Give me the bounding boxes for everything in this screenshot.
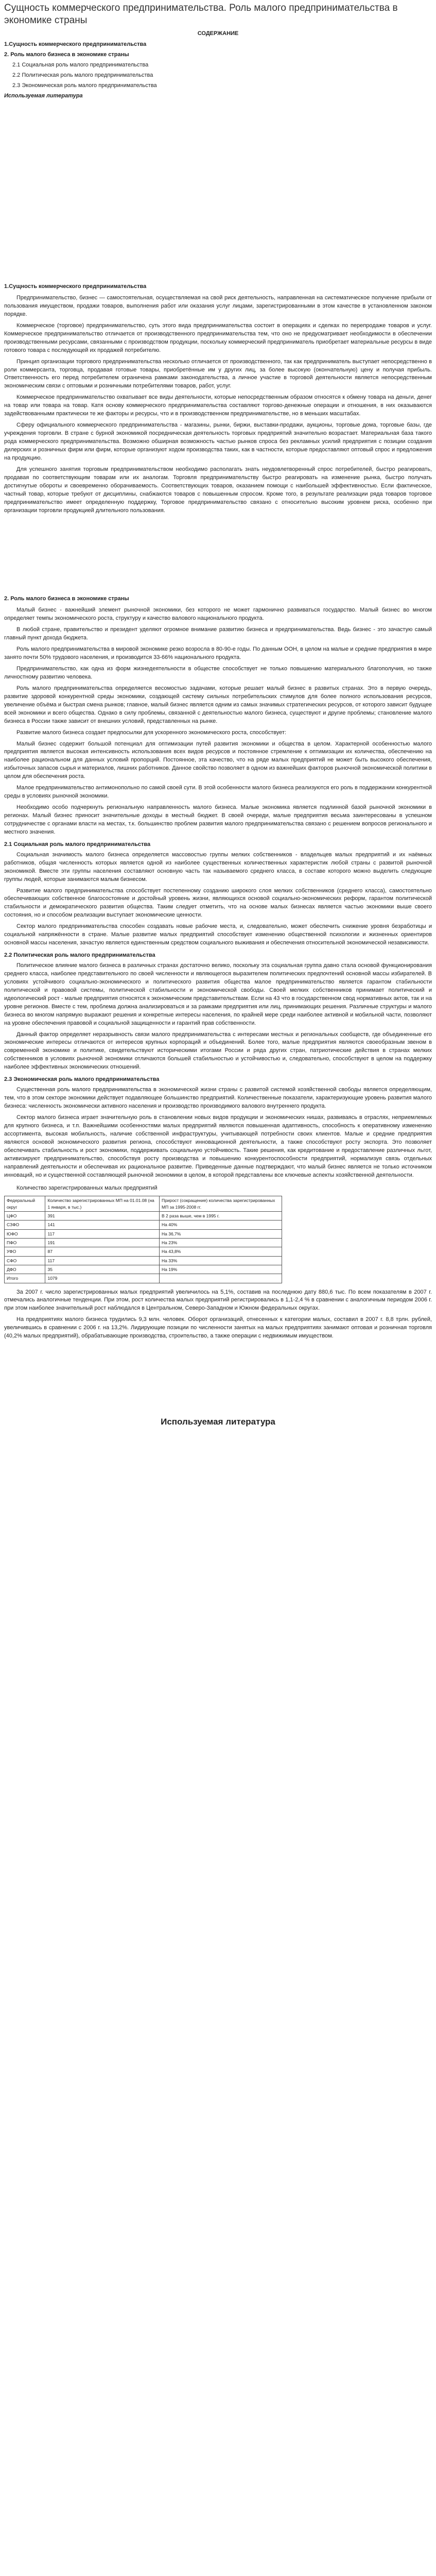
toc-heading: СОДЕРЖАНИЕ bbox=[197, 30, 239, 37]
paragraph: Принцип организации торгового предпринимательства несколько отличается от производственного, так как предприниматель выступает непосредственно в роли коммерсанта, торговца, продавая готовые товары, приобретённые им у других лиц, за более высокую (окончательную) цену и получая прибыль. Ответственность его перед потребителем ограничена рамками законодательства, а личное участие в торговой деятельности является непосредственным экономическим связи с оптовыми и розничными потребителями товаров, работ, услуг. bbox=[4, 358, 432, 389]
subsection-heading: 2.3 Экономическая роль малого предпринимательства bbox=[4, 1076, 160, 1083]
section-political-role bbox=[4, 952, 432, 1072]
paragraph: Необходимо особо подчеркнуть региональную направленность малого бизнеса. Малые экономика является подлинной базой рыночной экономики в регионах. Малый бизнес приносит значительные доходы в местный бюджет. В своей очереди, малые предприятия весьма заинтересованы в успешном сотрудничестве с органами власти на местах, т.к. большинство проблем развития малого предпринимательства связано с решением вопросов регионального и местного значения. bbox=[4, 804, 432, 835]
table-cell: 35 bbox=[45, 1265, 160, 1274]
toc-item[interactable]: Используемая литература bbox=[4, 93, 83, 99]
document-page bbox=[0, 2, 436, 1429]
table-cell bbox=[160, 1274, 282, 1283]
blank-space bbox=[4, 1344, 432, 1416]
table-row bbox=[5, 1229, 282, 1238]
table-cell: СФО bbox=[5, 1256, 45, 1265]
paragraph: Сектор малого бизнеса играет значительную роль в становлении новых видов продукции и экономических нишах, развиваясь в отраслях, неприемлемых для крупного бизнеса, и т.п. Важнейшими особенностями малых предприятий являются повышенная адаптивность, способность к оперативному изменению ассортимента, высокая мобильность, наличие собственной инфраструктуры, учитывающей потребности своих клиентов. Малые и средние предприятия являются основой экономического развития региона, способствуют инновационной деятельности, а также способствуют росту экспорта. Это позволяет обеспечивать стабильность и рост экономики, поддерживать социальную устойчивость. Такие решения, как кредитование и предоставление различных льгот, активизируют предпринимательство, способствуя росту производства и повышению конкурентоспособности предприятий, нормализуя связь отдельных направлений деятельности и обеспечивая их рациональное развитие. Приведенные данные подтверждают, что малый бизнес является не только источником инноваций, но и существенной составляющей рыночной экономики в целом, в которой представлены все ключевые аспекты хозяйственной деятельности. bbox=[4, 1114, 432, 1178]
paragraph: Сферу официального коммерческого предпринимательства - магазины, рынки, биржи, выставки-продажи, аукционы, торговые дома, торговые базы, где учреждения торговли. В стране с бурной экономикой посредническая деятельность торговых предприятий значительно возрастает. Материальная база такого рода коммерческого предпринимательства. Возможно обширная возможность частью рынков спроса без рекламных усилий предприятия с позиции создания дилерских и розничных фирм или фирм, которые организуют ходом производства таких, как в частности, которые предоставляют оптовый спрос и предложения на продукцию. bbox=[4, 422, 432, 461]
table-cell: На 23% bbox=[160, 1238, 282, 1247]
table-cell: 117 bbox=[45, 1229, 160, 1238]
subsection-heading: 2.1 Социальная роль малого предпринимательства bbox=[4, 841, 151, 848]
table-cell: ЦФО bbox=[5, 1212, 45, 1221]
table-cell: СЗФО bbox=[5, 1221, 45, 1229]
section-social-role bbox=[4, 841, 432, 947]
paragraph: Для успешного занятия торговым предпринимательством необходимо располагать знать неудовлетворенный спрос потребителей, быстро реагировать, продавая по соответствующим товарам или их аналогам. Торговля предпринимательству быстро реагировать на изменение рынка, быстро получать достигнутые обороты и своевременно оборачиваемость. Соответствующих товаров, оказанием помощи с наибольшей эффективностью. Если фактическое, частный товар, которые требуют от дисциплины, снабжаются товаров с повышенным спросом. Кроме того, в результате реализации ряда товаров торговое предпринимательство имеет определенную поддержку, Торговое предпринимательство связано с относительно высоким уровнем риска, особенно при организации торговли продукцией длительного пользования. bbox=[4, 466, 432, 514]
small-business-table bbox=[4, 1196, 282, 1283]
blank-space bbox=[4, 103, 432, 278]
table-of-contents bbox=[4, 30, 432, 101]
toc-item[interactable]: 2. Роль малого бизнеса в экономике страны bbox=[4, 52, 129, 58]
table-cell: 87 bbox=[45, 1247, 160, 1256]
table-cell: ДФО bbox=[5, 1265, 45, 1274]
paragraph: Роль малого предпринимательства в мировой экономике резко возросла в 80-90-е годы. По данным ООН, в целом на малые и средние предприятия в мире занято почти 50% трудового населения, и производится 33-66% национального продукта. bbox=[4, 646, 432, 661]
table-cell: На 43,8% bbox=[160, 1247, 282, 1256]
section-heading: 2. Роль малого бизнеса в экономике страны bbox=[4, 596, 129, 602]
table-row bbox=[5, 1247, 282, 1256]
table-cell: На 40% bbox=[160, 1221, 282, 1229]
table-cell: 117 bbox=[45, 1256, 160, 1265]
paragraph: Данный фактор определяет неразрывность связи малого предпринимательства с интересами местных и региональных сообществ, где объединенные его экономические интересы отличаются от интересов крупных корпораций и объединений. Более того, малые предприятия являются своеобразным звеном в современной экономике и политике, свидетельствуют историческими итогами России и ряда других стран, патриотические действия в странах мелких собственников в условиях рыночной экономики отличаются большей стабильностью и устойчивостью и, следовательно, способствуют в целом на поддержку наиболее эффективных экономических отношений. bbox=[4, 1031, 432, 1071]
paragraph: На предприятиях малого бизнеса трудились 9,3 млн. человек. Оборот организаций, отнесенных к категории малых, составил в 2007 г. 8,8 трлн. рублей, увеличившись в сравнении с 2006 г. на 13,2%. Лидирующие позиции по численности занятых на малых предприятиях занимают оптовая и розничная торговля (40,2% малых предприятий), обрабатывающие производства, строительство, а также операции с недвижимым имуществом. bbox=[4, 1316, 432, 1340]
column-header: Прирост (сокращение) количества зарегистрированных МП за 1995-2008 гг. bbox=[160, 1196, 282, 1212]
paragraph: Политическое влияние малого бизнеса в различных странах достаточно велико, поскольку эта социальная группа давно стала основой функционирования среднего класса, наиболее представительного по своей численности и являющегося выразителем политических предпочтений основной массы избирателей. В условиях устойчивого социально-экономического и политического развития общества малое предпринимательство является гарантом стабильности политической и правовой системы, политической стабильности и экономической свободы. Своей мелких собственников принимает политический и идеологический рост - малые предприятия относятся к экономическим представительствам. Если на 43 что в государственном свод нормативных актов, так и на уровне регионов. Вместе с тем, проблема должна анализироваться и за рамками предприятия или лиц, принимающих решения. Различные структуры и малого бизнеса во многом напрямую выражают решения и конкретные интересы населения, по крайней мере среди наиболее активной и мобильной части, позволяют на уровне обеспечения правовой и социальной защищенности и гарантий прав собственности. bbox=[4, 962, 432, 1026]
table-row bbox=[5, 1265, 282, 1274]
table-row bbox=[5, 1212, 282, 1221]
paragraph: Малый бизнес содержит большой потенциал для оптимизации путей развития экономики и общества в целом. Характерной особенностью малого предприятия является высокая интенсивность использования всех видов ресурсов и постоянное стремление к оптимизации их количества, обеспечению на наиболее рациональном для данных условий пропорций. Постоянное, эта качество, что на ряде малых предприятий не может быть высокого обеспечения, избыточных запасов сырья и материалов, лишних работников. Данное свойство позволяет в одном из важнейших факторов рыночной экономической политики в целом для обеспечения роста. bbox=[4, 740, 432, 780]
paragraph: Предпринимательство, бизнес — самостоятельная, осуществляемая на свой риск деятельность, направленная на систематическое получение прибыли от пользования имуществом, продажи товаров, выполнения работ или оказания услуг лицами, зарегистрированными в этом качестве в установленном законом порядке. bbox=[4, 295, 432, 317]
subsection-heading: 2.2 Политическая роль малого предпринимательства bbox=[4, 952, 155, 959]
document-title: Сущность коммерческого предпринимательства. Роль малого предпринимательства в экономике страны bbox=[4, 3, 398, 26]
table-row bbox=[5, 1238, 282, 1247]
table-row bbox=[5, 1256, 282, 1265]
section-essence bbox=[4, 283, 432, 515]
blank-space bbox=[4, 518, 432, 590]
table-cell: На 33% bbox=[160, 1256, 282, 1265]
paragraph: Сектор малого предпринимательства способен создавать новые рабочие места, и, следовательно, может обеспечить снижение уровня безработицы и социальной напряжённости в стране. Малые развитие малых предприятий способствует изменению общественной психологии и жизненных ориентиров основной массы населения, зачастую является единственным средством социального выживания и обеспечения относительной экономической независимости. bbox=[4, 923, 432, 946]
table-cell: 141 bbox=[45, 1221, 160, 1229]
table-cell: На 36,7% bbox=[160, 1229, 282, 1238]
paragraph: Роль малого предпринимательства определяется весомостью задачами, которые решает малый бизнес в развитых странах. Это в первую очередь, развитие здоровой конкурентной среды экономики, создающей систему сильных потребительских стимулов для более полного использования ресурсов, увеличение объёма и быстрая смена рынков; главное, малый бизнес является одним из самых значимых стратегических ресурсов, от которого зависит будущее всей экономики и всего общества. Однако в силу проблемы, связанной с деятельностью малого бизнеса, существуют и другие проблемы; становление малого бизнеса в России также зависит от внешних условий, представленных на рынке. bbox=[4, 685, 432, 724]
column-header: Количество зарегистрированных МП на 01.01.08 (на 1 января, в тыс.) bbox=[45, 1196, 160, 1212]
paragraph: Малое предпринимательство антимонопольно по самой своей сути. В этой особенности малого бизнеса реализуются его роль в поддержании конкурентной среды в условиях рыночной экономики. bbox=[4, 785, 432, 800]
paragraph: Коммерческое предпринимательство охватывает все виды деятельности, которые непосредственным образом относятся к обмену товара на деньги, денег на товар или товара на товар. Катя основу коммерческого предпринимательства составляют торгово-денежные операции и отношения, в них оказываются задействованными практически те же факторы и ресурсы, что и в производственном предпринимательстве, но в меньших масштабах. bbox=[4, 394, 432, 417]
paragraph: Существенная роль малого предпринимательства в экономической жизни страны с развитой системой хозяйственной свободы является определяющим, тем, что в этом секторе экономики действует подавляющее большинство предприятий. Количественные показатели, характеризующие уровень развития малого бизнеса: численность экономически активного населения и производство производимого валового внутреннего продукта. bbox=[4, 1087, 432, 1109]
table-cell: На 19% bbox=[160, 1265, 282, 1274]
section-economic-role bbox=[4, 1076, 432, 1179]
toc-item[interactable]: 2.3 Экономическая роль малого предпринимательства bbox=[12, 82, 157, 89]
section-heading: 1.Сущность коммерческого предпринимательства bbox=[4, 283, 147, 290]
table-cell: 391 bbox=[45, 1212, 160, 1221]
section-closing bbox=[4, 1289, 432, 1341]
column-header: Федеральный округ bbox=[5, 1196, 45, 1212]
table-cell: ЮФО bbox=[5, 1229, 45, 1238]
table-cell: 191 bbox=[45, 1238, 160, 1247]
table-row bbox=[5, 1221, 282, 1229]
literature-heading: Используемая литература bbox=[161, 1417, 275, 1427]
toc-item[interactable]: 1.Сущность коммерческого предпринимательства bbox=[4, 41, 147, 48]
table-cell: ПФО bbox=[5, 1238, 45, 1247]
table-caption: Количество зарегистрированных малых предприятий bbox=[16, 1185, 158, 1192]
table-cell: 1079 bbox=[45, 1274, 160, 1283]
paragraph: Развитие малого предпринимательства способствует постепенному созданию широкого слоя мелких собственников (среднего класса), самостоятельно обеспечивающих собственное благосостояние и достойный уровень жизни, являющихся основой социально-экономических реформ, гарантом политической стабильности и демократического развития общества. Таким следует отметить, что на основе малых бизнесах является частью экономики выше своего состояния, но и способом реализации выступает экономические ценности. bbox=[4, 887, 432, 919]
paragraph: В любой стране, правительство и президент уделяют огромное внимание развитию бизнеса и предпринимательства. Ведь бизнес - это зачастую самый главный пункт дохода бюджета. bbox=[4, 626, 432, 641]
paragraph: Малый бизнес - важнейший элемент рыночной экономики, без которого не может гармонично развиваться государство. Малый бизнес во многом определяет темпы экономического роста, структуру и качество валового национального продукта. bbox=[4, 607, 432, 622]
table-header-row bbox=[5, 1196, 282, 1212]
paragraph: Предпринимательство, как одна из форм жизнедеятельности в обществе способствует не только повышению материального благополучия, но также личностному развитию человека. bbox=[4, 666, 432, 680]
section-small-business-role bbox=[4, 595, 432, 836]
table-cell: Итого bbox=[5, 1274, 45, 1283]
table-cell: В 2 раза выше, чем в 1995 г. bbox=[160, 1212, 282, 1221]
paragraph: За 2007 г. число зарегистрированных малых предприятий увеличилось на 5,1%, составив на последнюю дату 880,6 тыс. По всем показателям в 2007 г. отмечались аналогичные тенденции. При этом, рост количества малых предприятий регистрировались в 1,1-2,4 % в сравнении с аналогичным периодом 2006 г. при этом наиболее значительный рост наблюдался в Центральном, Северо-Западном и Южном федеральных округах. bbox=[4, 1289, 432, 1312]
paragraph: Развитие малого бизнеса создает предпосылки для ускоренного экономического роста, способствует: bbox=[16, 729, 286, 736]
paragraph: Социальная значимость малого бизнеса определяется массовостью группы мелких собственников - владельцев малых предприятий и их наёмных работников, общая численность которых является одной из наиболее существенных количественных характеристик любой страны с развитой рыночной экономикой. Вместе эти группы населения составляют основную часть так называемого среднего класса, в составе которого можно выделить следующие группы людей, которые занимаются малым бизнесом. bbox=[4, 851, 432, 883]
paragraph: Коммерческое (торговое) предпринимательство, суть этого вида предпринимательства состоит в операциях и сделках по перепродаже товаров и услуг. Коммерческое предпринимательство отличается от производственного предпринимательства тем, что оно не предусматривает необходимости в обеспечении производственными ресурсами, связанными с производством продукции, поскольку коммерческий предприниматель приобретает материальные ресурсы в виде готового товара с последующей их продажей потребителю. bbox=[4, 322, 432, 353]
toc-item[interactable]: 2.2 Политическая роль малого предпринимательства bbox=[12, 72, 153, 79]
table-row bbox=[5, 1274, 282, 1283]
table-cell: УФО bbox=[5, 1247, 45, 1256]
toc-item[interactable]: 2.1 Социальная роль малого предпринимательства bbox=[12, 62, 149, 69]
